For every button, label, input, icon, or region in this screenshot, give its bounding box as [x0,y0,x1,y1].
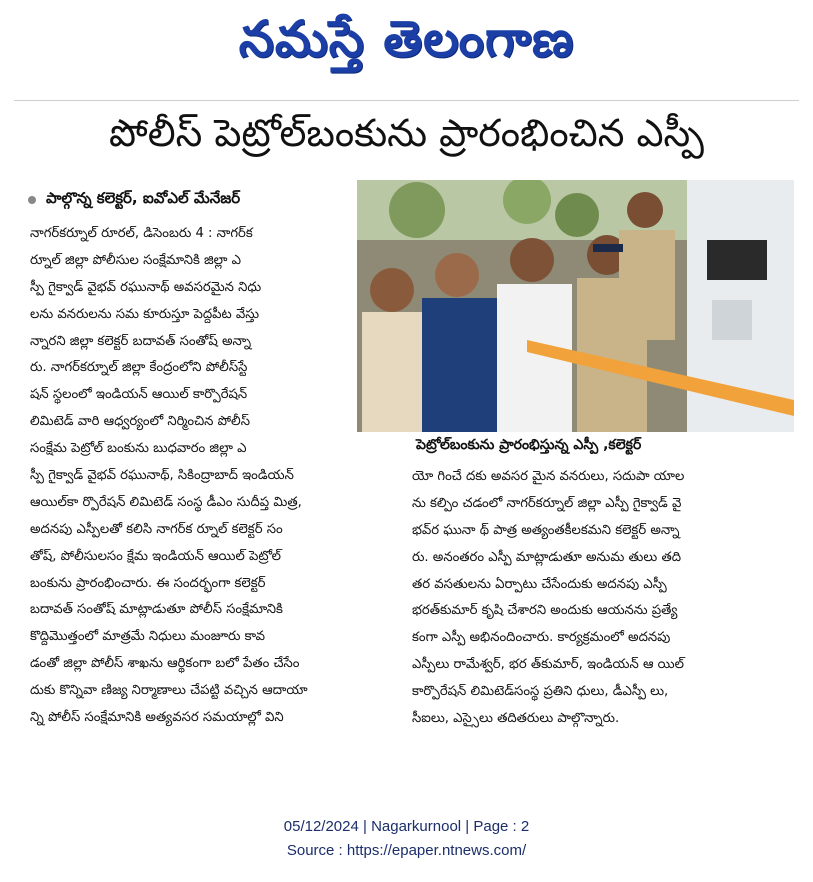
body-line: లను వనరులను సమ కూరుస్తూ పెద్దపీట వేస్తు [30,306,260,322]
body-line: తర వసతులను ఏర్పాటు చేసేందుకు అదనపు ఎస్పీ [412,576,667,592]
body-line: బంకును ప్రారంభించారు. ఈ సందర్భంగా కలెక్టర్ [30,575,266,591]
body-line: రు. అనంతరం ఎస్పీ మాట్లాడుతూ అనుమ తులు తది [412,549,682,565]
footer-source: Source : https://epaper.ntnews.com/ [286,842,527,859]
body-line: నాగర్‌కర్నూల్ రూరల్, డిసెంబరు 4 : నాగర్‌క [30,226,253,241]
body-line: అదనపు ఎస్పీలతో కలిసి నాగర్‌క ర్నూల్ కలెక్టర్ సం [30,521,283,537]
subheading-text: పాల్గొన్న కలెక్టర్, ఐవోఎల్ మేనేజర్ [46,189,241,207]
body-line: భవ్‌ర ఘునా థ్‌ పాత్ర అత్యంతకీలకమని కలెక్టర్ అన్నా [412,522,680,538]
footer-dateline: 05/12/2024 | Nagarkurnool | Page : 2 [283,818,530,835]
body-line: ర్నూల్ జిల్లా పోలీసుల సంక్షేమానికి జిల్లా ఎ [30,252,242,268]
body-line: భరత్‌కుమార్ కృషి చేశారని అందుకు ఆయనను ప్రత్యే [412,603,678,619]
masthead [0,4,813,86]
subheading [28,188,348,212]
photo-caption [416,434,776,458]
body-line: స్పీ గైక్వాడ్ వైభవ్ రఘునాథ్, సికింద్రాబాద్ ఇండియన్ [30,468,294,484]
body-line: కార్పొరేషన్ లిమిటెడ్‌సంస్థ ప్రతిని ధులు, డీఎస్పీ లు, [412,684,669,700]
masthead-logo: నమస్తే తెలంగాణ [238,9,575,68]
bullet-icon [28,196,36,204]
body-line: ఎస్పీలు రామేశ్వర్, భర త్‌కుమార్, ఇండియన్ ఆ యిల్ [412,657,684,673]
body-line: న్నారని జిల్లా కలెక్టర్ బదావత్ సంతోష్ అన్నా [30,333,252,349]
photo-caption-text: పెట్రోల్‌బంకును ప్రారంభిస్తున్న ఎస్పీ ,కలెక్టర్ [416,436,642,453]
body-line: డంతో జిల్లా పోలీస్ శాఖను ఆర్థికంగా బలో పేతం చేసేం [30,656,300,672]
headline-block [14,108,799,168]
body-line: ఆయిల్‌కా ర్పొరేషన్ లిమిటెడ్ సంస్థ డీఎం సుదీప్త మిత్ర, [30,494,302,510]
body-line: దుకు కొన్నివా ణిజ్య నిర్మాణాలు చేపట్టి వచ్చిన ఆదాయా [30,683,308,699]
article-body-left [30,221,393,732]
article-photo [357,180,794,432]
article-headline: పోలీస్ పెట్రోల్‌బంకును ప్రారంభించిన ఎస్పీ [109,111,704,155]
body-line: స్పీ గైక్వాడ్ వైభవ్ రఘునాథ్ అవసరమైన నిధు [30,279,262,295]
body-line: సంక్షేమ పెట్రోల్ బంకును బుధవారం జిల్లా ఎ [30,441,247,457]
body-line: కంగా ఎస్పీ అభినందించారు. కార్యక్రమంలో అదనపు [412,630,671,646]
masthead-divider [14,100,799,101]
body-line: యో గించే దకు అవసర మైన వనరులు, సదుపా యాల [412,469,685,484]
body-line: సీఐలు, ఎస్సైలు తదితరులు పాల్గొన్నారు. [412,711,620,727]
article-body-right [412,464,795,733]
body-line: కొద్దిమొత్తంలో మాత్రమే నిధులు మంజూరు కావ [30,629,266,645]
body-line: రు. నాగర్‌కర్నూల్ జిల్లా కేంద్రంలోని పోలీస్‌స్టే [30,360,248,376]
body-line: తోష్, పోలీసులసం క్షేమ ఇండియన్ ఆయిల్ పెట్రోల్ [30,548,281,564]
ribbon-cutting-photo [357,180,794,432]
body-line: షన్ స్థలంలో ఇండియన్ ఆయిల్ కార్పొరేషన్ [30,387,248,403]
body-line: ను కల్పిం చడంలో నాగర్‌కర్నూల్ జిల్లా ఎస్పీ గైక్వాడ్ వై [412,495,682,511]
body-line: లిమిటెడ్ వారి ఆధ్వర్యంలో నిర్మించిన పోలీస్ [30,414,250,430]
body-line: న్ని పోలీస్ సంక్షేమానికి అత్యవసర సమయాల్లో విని [30,710,284,726]
body-line: బదావత్ సంతోష్ మాట్లాడుతూ పోలీస్ సంక్షేమానికి [30,602,283,618]
